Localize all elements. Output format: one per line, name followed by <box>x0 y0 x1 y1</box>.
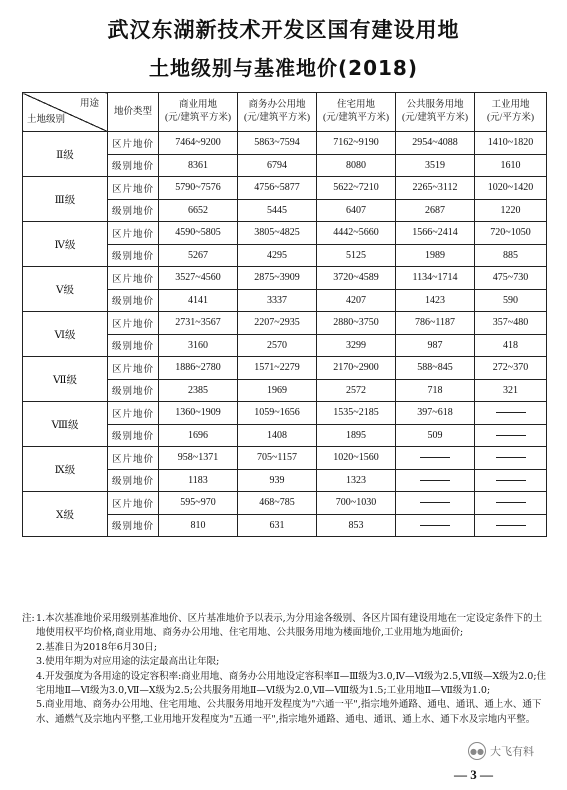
price-cell: 475~730 <box>475 267 547 290</box>
price-type-cell: 区片地价 <box>108 447 159 470</box>
price-cell: 1969 <box>238 379 317 402</box>
table-header-row <box>23 93 547 132</box>
price-type-cell: 级别地价 <box>108 514 159 537</box>
note-text: 1.本次基准地价采用级别基准地价、区片基准地价予以表示,为分用途各级别、各区片国有建设用地在一定设定条件下的土地使用权平均价格,商业用地、商务办公用地、住宅用地、公共服务用地为楼面地价,工业用地为地面价; <box>36 613 543 639</box>
price-cell <box>475 492 547 515</box>
price-cell: 720~1050 <box>475 222 547 245</box>
price-cell: 588~845 <box>396 357 475 380</box>
header-col-public <box>396 93 475 132</box>
price-cell: 2385 <box>159 379 238 402</box>
empty-dash <box>496 435 526 436</box>
price-cell: 5125 <box>317 244 396 267</box>
note-label <box>22 655 36 669</box>
price-cell <box>475 424 547 447</box>
price-cell: 2170~2900 <box>317 357 396 380</box>
price-cell: 4590~5805 <box>159 222 238 245</box>
table-row <box>23 222 547 245</box>
price-cell: 3160 <box>159 334 238 357</box>
header-col-industrial <box>475 93 547 132</box>
land-level-cell: Ⅵ级 <box>23 312 108 357</box>
price-cell: 357~480 <box>475 312 547 335</box>
price-type-cell: 级别地价 <box>108 334 159 357</box>
price-cell: 4756~5877 <box>238 177 317 200</box>
price-type-cell: 区片地价 <box>108 132 159 155</box>
price-cell <box>475 514 547 537</box>
price-cell <box>475 447 547 470</box>
price-cell: 631 <box>238 514 317 537</box>
price-cell: 3720~4589 <box>317 267 396 290</box>
watermark-text: 大飞有料 <box>490 745 534 758</box>
table-row <box>23 492 547 515</box>
price-cell <box>396 492 475 515</box>
header-col-unit: (元/建筑平方米) <box>244 113 310 123</box>
price-cell: 1134~1714 <box>396 267 475 290</box>
price-cell: 8080 <box>317 154 396 177</box>
header-col-unit: (元/建筑平方米) <box>323 113 389 123</box>
price-cell: 3527~4560 <box>159 267 238 290</box>
price-type-cell: 级别地价 <box>108 154 159 177</box>
price-cell: 4295 <box>238 244 317 267</box>
price-cell: 2880~3750 <box>317 312 396 335</box>
table-row <box>23 132 547 155</box>
table-row <box>23 402 547 425</box>
price-cell: 5267 <box>159 244 238 267</box>
table-row <box>23 267 547 290</box>
header-col-name: 商务办公用地 <box>248 100 306 110</box>
empty-dash <box>420 502 450 503</box>
price-cell: 3519 <box>396 154 475 177</box>
empty-dash <box>420 457 450 458</box>
price-cell: 1059~1656 <box>238 402 317 425</box>
price-cell: 885 <box>475 244 547 267</box>
price-type-cell: 区片地价 <box>108 402 159 425</box>
price-cell <box>396 514 475 537</box>
price-cell: 7162~9190 <box>317 132 396 155</box>
price-cell: 6407 <box>317 199 396 222</box>
note-label <box>22 641 36 655</box>
price-cell: 2731~3567 <box>159 312 238 335</box>
price-cell: 1571~2279 <box>238 357 317 380</box>
price-cell: 987 <box>396 334 475 357</box>
price-cell: 1989 <box>396 244 475 267</box>
empty-dash <box>496 525 526 526</box>
price-cell: 590 <box>475 289 547 312</box>
header-col-residential <box>317 93 396 132</box>
empty-dash <box>496 480 526 481</box>
land-price-table <box>22 92 547 537</box>
price-cell: 853 <box>317 514 396 537</box>
price-cell: 810 <box>159 514 238 537</box>
price-type-cell: 区片地价 <box>108 312 159 335</box>
header-corner-cell <box>23 93 108 132</box>
price-cell: 939 <box>238 469 317 492</box>
document-title-line1: 武汉东湖新技术开发区国有建设用地 <box>107 18 460 42</box>
price-cell: 6794 <box>238 154 317 177</box>
note-text: 3.使用年期为对应用途的法定最高出让年限; <box>36 656 220 668</box>
header-col-commercial <box>159 93 238 132</box>
note-text: 2.基准日为2018年6月30日; <box>36 641 158 653</box>
price-cell: 1360~1909 <box>159 402 238 425</box>
note-item <box>22 641 548 655</box>
price-cell: 1020~1560 <box>317 447 396 470</box>
price-cell <box>396 447 475 470</box>
price-cell: 1183 <box>159 469 238 492</box>
price-type-cell: 区片地价 <box>108 357 159 380</box>
table-body <box>23 132 547 537</box>
price-cell: 700~1030 <box>317 492 396 515</box>
price-cell: 595~970 <box>159 492 238 515</box>
land-level-cell: Ⅱ级 <box>23 132 108 177</box>
note-item <box>22 655 548 669</box>
price-cell: 5445 <box>238 199 317 222</box>
header-col-name: 公共服务用地 <box>406 100 464 110</box>
price-cell: 2265~3112 <box>396 177 475 200</box>
price-cell: 2954~4088 <box>396 132 475 155</box>
price-cell: 5622~7210 <box>317 177 396 200</box>
price-type-cell: 级别地价 <box>108 379 159 402</box>
price-cell: 2570 <box>238 334 317 357</box>
price-cell: 7464~9200 <box>159 132 238 155</box>
land-level-cell: Ⅷ级 <box>23 402 108 447</box>
header-col-unit: (元/建筑平方米) <box>402 113 468 123</box>
notes-section <box>22 612 548 727</box>
price-cell: 1610 <box>475 154 547 177</box>
price-cell <box>475 402 547 425</box>
table-row <box>23 312 547 335</box>
price-cell: 1408 <box>238 424 317 447</box>
price-cell: 718 <box>396 379 475 402</box>
header-col-office <box>238 93 317 132</box>
watermark <box>468 742 534 760</box>
price-cell: 1886~2780 <box>159 357 238 380</box>
page-number: — 3 — <box>454 767 493 782</box>
price-cell: 418 <box>475 334 547 357</box>
price-cell: 1895 <box>317 424 396 447</box>
price-cell: 2687 <box>396 199 475 222</box>
price-cell: 1323 <box>317 469 396 492</box>
note-label <box>22 698 36 727</box>
price-cell: 509 <box>396 424 475 447</box>
price-cell: 3299 <box>317 334 396 357</box>
price-cell: 1696 <box>159 424 238 447</box>
price-cell: 6652 <box>159 199 238 222</box>
price-cell: 397~618 <box>396 402 475 425</box>
land-level-cell: Ⅲ级 <box>23 177 108 222</box>
price-type-cell: 级别地价 <box>108 244 159 267</box>
empty-dash <box>420 480 450 481</box>
price-cell: 1410~1820 <box>475 132 547 155</box>
price-type-cell: 区片地价 <box>108 222 159 245</box>
note-item <box>22 612 548 641</box>
price-cell: 958~1371 <box>159 447 238 470</box>
land-level-cell: Ⅶ级 <box>23 357 108 402</box>
note-label: 注: <box>22 613 35 624</box>
note-text: 5.商业用地、商务办公用地、住宅用地、公共服务用地开发程度为"六通一平",指宗地外通路、通电、通讯、通上水、通下水、通燃气及宗地内平整,工业用地开发程度为"五通一平",指宗地外通路、通电、通讯、通上水、通下水及宗地内平整。 <box>36 699 542 725</box>
price-cell: 1423 <box>396 289 475 312</box>
price-cell <box>475 469 547 492</box>
price-cell: 2207~2935 <box>238 312 317 335</box>
price-cell: 1566~2414 <box>396 222 475 245</box>
price-cell: 4442~5660 <box>317 222 396 245</box>
price-type-cell: 区片地价 <box>108 492 159 515</box>
land-level-cell: Ⅳ级 <box>23 222 108 267</box>
header-corner-usage: 用途 <box>79 99 99 109</box>
price-cell: 3337 <box>238 289 317 312</box>
price-cell: 4141 <box>159 289 238 312</box>
price-type-cell: 级别地价 <box>108 469 159 492</box>
price-cell: 1535~2185 <box>317 402 396 425</box>
price-type-cell: 级别地价 <box>108 424 159 447</box>
price-cell: 3805~4825 <box>238 222 317 245</box>
price-cell: 705~1157 <box>238 447 317 470</box>
table-row <box>23 177 547 200</box>
header-price-type: 地价类型 <box>108 93 159 132</box>
price-cell <box>396 469 475 492</box>
price-cell: 468~785 <box>238 492 317 515</box>
price-cell: 786~1187 <box>396 312 475 335</box>
note-item <box>22 670 548 699</box>
price-cell: 1220 <box>475 199 547 222</box>
price-cell: 2875~3909 <box>238 267 317 290</box>
price-cell: 1020~1420 <box>475 177 547 200</box>
price-cell: 5790~7576 <box>159 177 238 200</box>
price-type-cell: 区片地价 <box>108 177 159 200</box>
wechat-logo-icon: ●● <box>468 742 486 760</box>
table-row <box>23 447 547 470</box>
price-cell: 8361 <box>159 154 238 177</box>
land-level-cell: Ⅹ级 <box>23 492 108 537</box>
price-cell: 321 <box>475 379 547 402</box>
price-cell: 5863~7594 <box>238 132 317 155</box>
price-cell: 2572 <box>317 379 396 402</box>
note-text: 4.开发强度为各用途的设定容积率:商业用地、商务办公用地设定容积率Ⅱ—Ⅲ级为3.0,Ⅳ—Ⅵ级为2.5,Ⅶ级—Ⅹ级为2.0;住宅用地Ⅱ—Ⅵ级为3.0,Ⅶ—Ⅹ级为2.5;公共服务用地Ⅱ—Ⅵ级为2.0,Ⅶ—Ⅷ级为1.5;工业用地Ⅱ—Ⅶ级为1.0; <box>36 670 547 697</box>
header-col-name: 住宅用地 <box>336 100 375 110</box>
land-level-cell: Ⅸ级 <box>23 447 108 492</box>
header-col-name: 工业用地 <box>491 100 530 110</box>
header-col-unit: (元/建筑平方米) <box>165 113 231 123</box>
price-type-cell: 区片地价 <box>108 267 159 290</box>
note-item <box>22 698 548 727</box>
header-col-unit: (元/平方米) <box>487 113 534 123</box>
price-type-cell: 级别地价 <box>108 199 159 222</box>
empty-dash <box>420 525 450 526</box>
empty-dash <box>496 457 526 458</box>
empty-dash <box>496 502 526 503</box>
header-col-name: 商业用地 <box>178 100 217 110</box>
header-corner-level: 土地级别 <box>27 115 66 125</box>
document-title-line2: 土地级别与基准地价(2018) <box>149 56 418 80</box>
table-row <box>23 357 547 380</box>
note-label <box>22 670 36 699</box>
price-type-cell: 级别地价 <box>108 289 159 312</box>
land-level-cell: Ⅴ级 <box>23 267 108 312</box>
empty-dash <box>496 412 526 413</box>
price-cell: 272~370 <box>475 357 547 380</box>
price-cell: 4207 <box>317 289 396 312</box>
